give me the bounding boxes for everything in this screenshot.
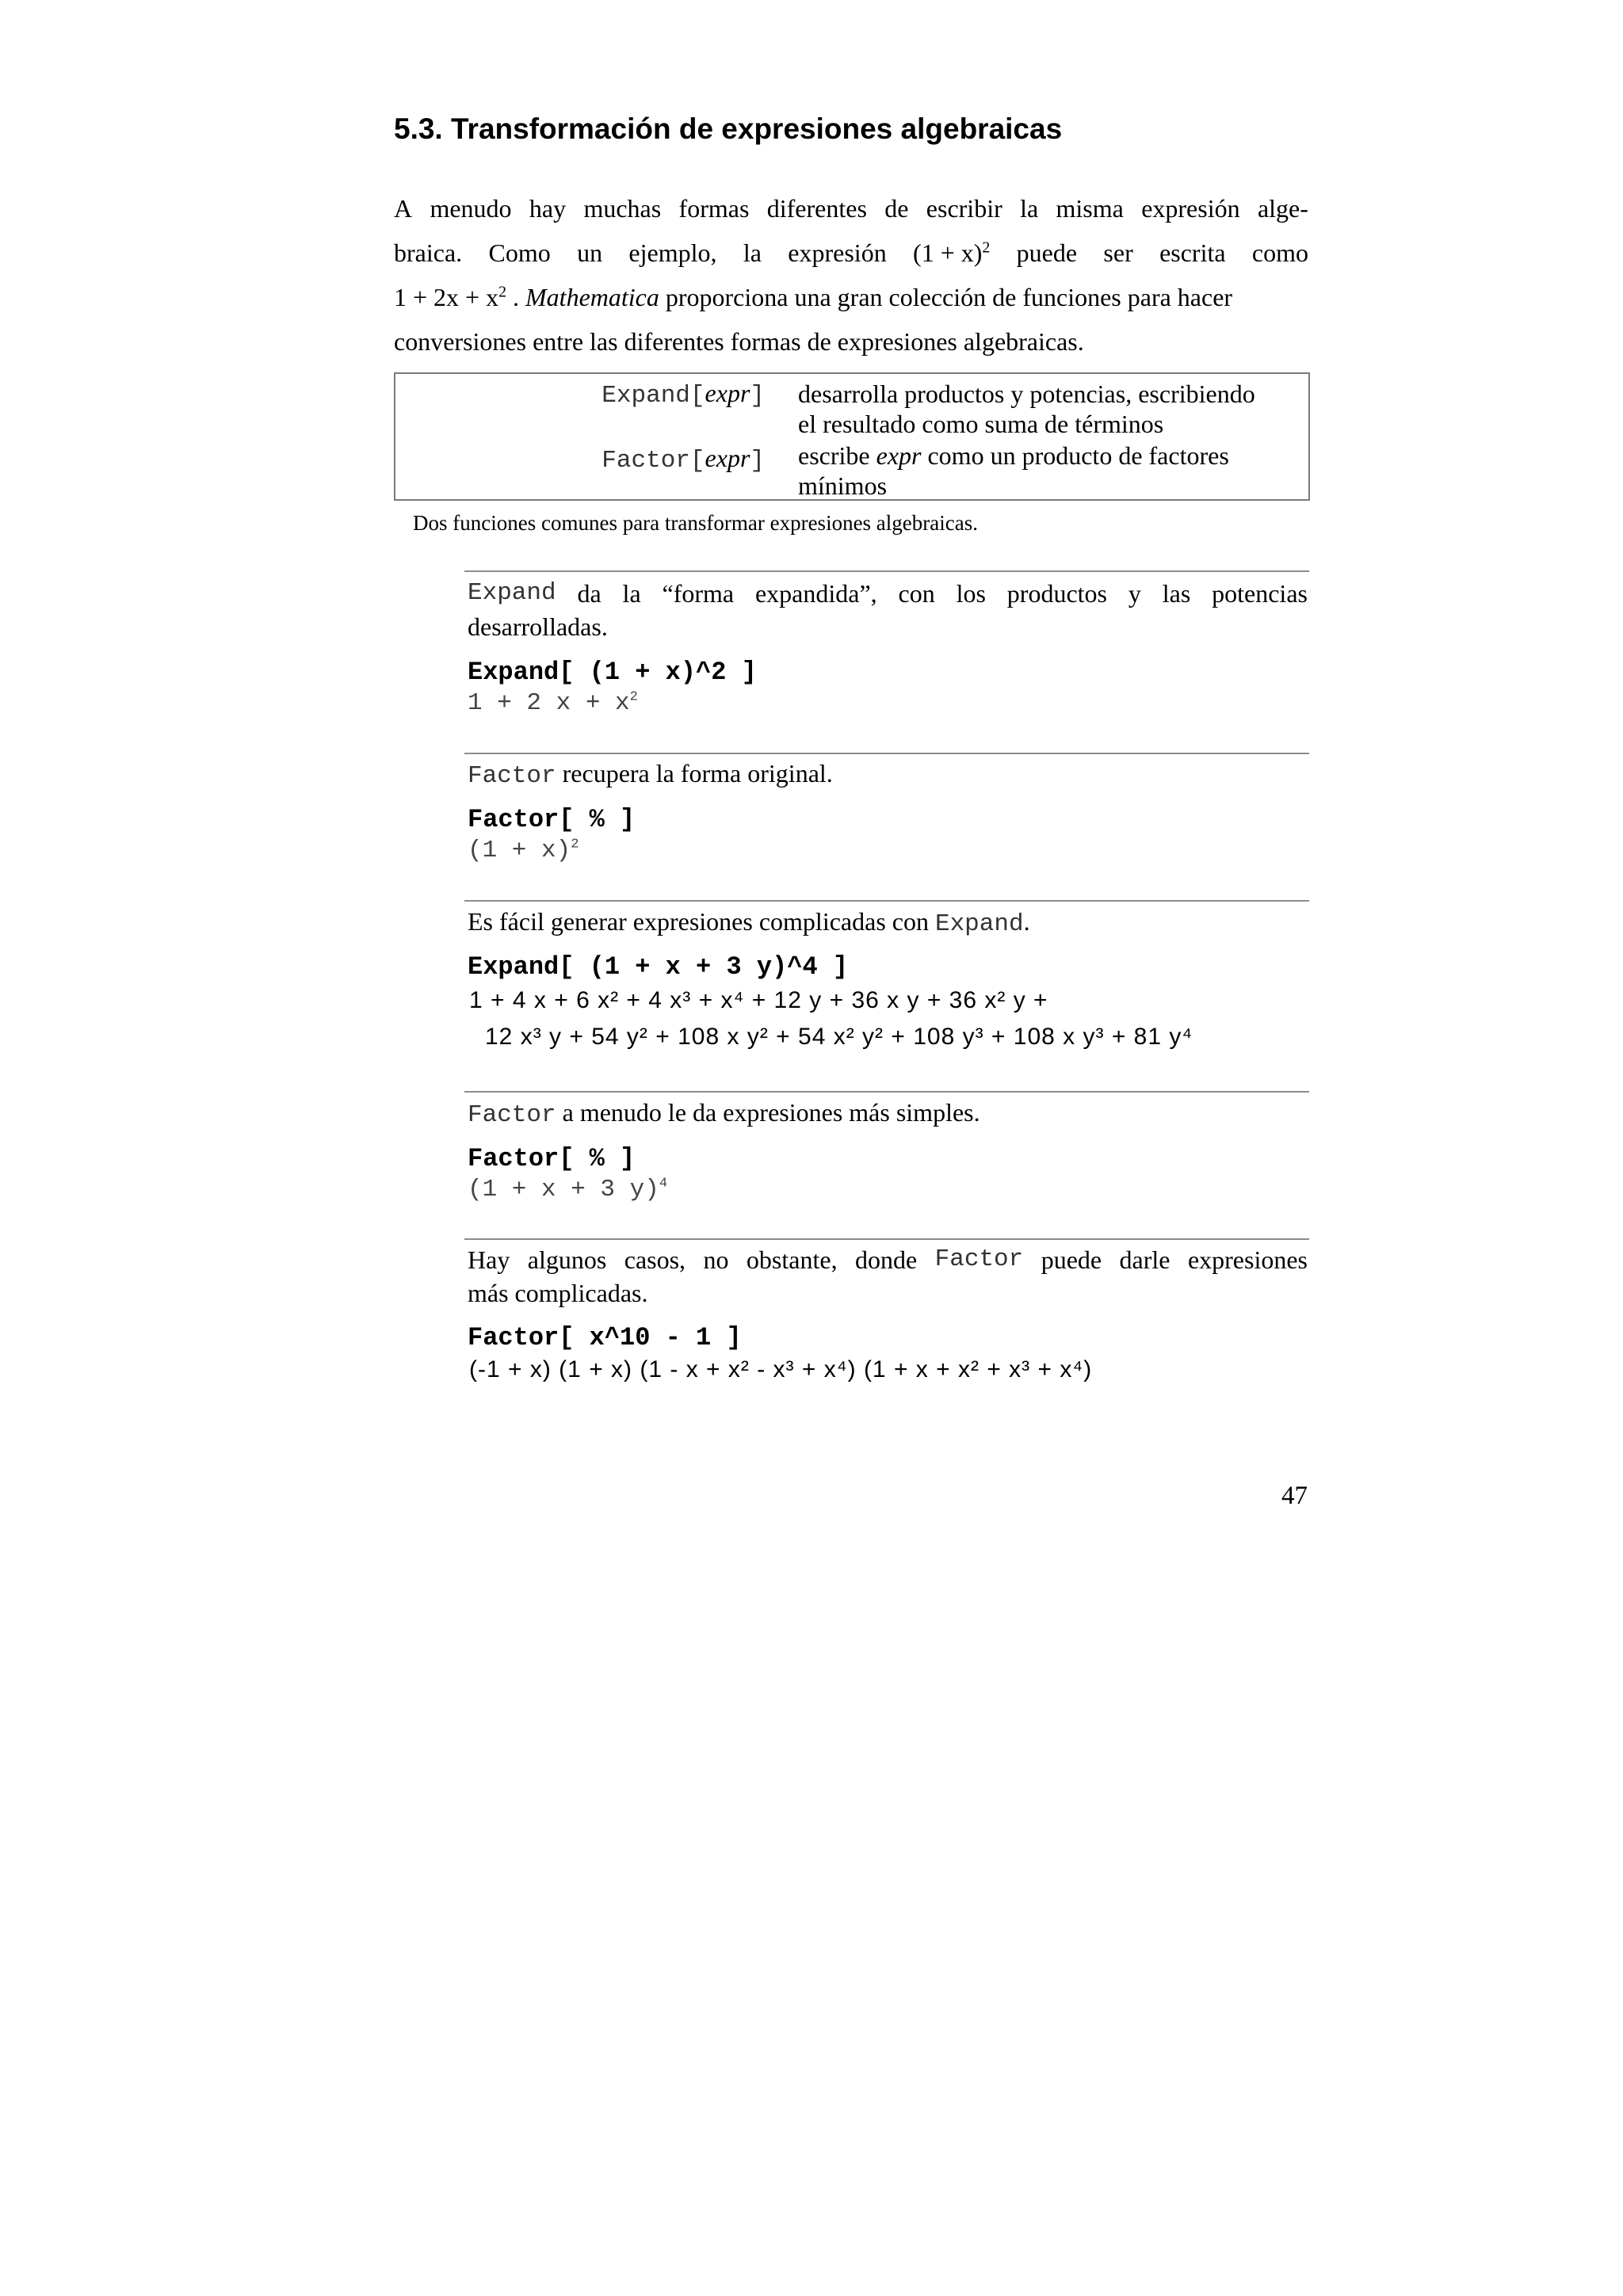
function-signature: Factor[expr] — [601, 444, 765, 475]
intro-line-4: conversiones entre las diferentes formas de expresiones algebraicas. — [394, 327, 1084, 356]
cell-divider — [464, 753, 1309, 754]
inline-math-1-plus-x-squared: $(1 + x)^2$ — [913, 238, 991, 267]
function-description: escribe expr como un producto de factores mínimos — [798, 441, 1229, 500]
table-caption: Dos funciones comunes para transformar expresiones algebraicas. — [413, 511, 978, 535]
output-cell: 1 + 2 $x + x^2$ — [468, 689, 638, 717]
input-cell: Expand[ (1 + x + 3 y)^4 ] — [468, 952, 849, 982]
input-cell: Factor[ % ] — [468, 1144, 636, 1173]
cell-description: Factor a menudo le da expresiones más simples. — [468, 1098, 980, 1129]
intro-paragraph — [394, 186, 1308, 364]
cell-description: Factor recupera la forma original. — [468, 759, 833, 790]
function-description: desarrolla productos y potencias, escribiendo el resultado como suma de términos — [798, 379, 1255, 438]
output-cell: $(1 + x)^2$ — [468, 837, 579, 864]
intro-line-3: $1 + 2x + x^2$ . Mathematica proporciona una gran colección de funciones para hacer — [394, 283, 1233, 311]
cell-divider — [464, 900, 1309, 902]
cell-description: Expand da la “forma expandida”, con los productos y las potencias desarrolladas. — [468, 579, 1308, 641]
output-cell: (1 + x + 3 y)$^4$ — [468, 1176, 668, 1203]
cell-divider — [464, 570, 1309, 572]
intro-line-1: A menudo hay muchas formas diferentes de escribir la misma expresión alge- — [394, 194, 1308, 223]
page-number: 47 — [1281, 1482, 1308, 1510]
function-table — [394, 372, 1310, 501]
cell-description: Hay algunos casos, no obstante, donde Factor puede darle expresiones más complicadas. — [468, 1245, 1308, 1307]
cell-divider — [464, 1091, 1309, 1093]
output-cell: (-1 + x) (1 + x) (1 - x + x² - x³ + x⁴) (1 + x + x² + x³ + x⁴) — [469, 1356, 1093, 1383]
intro-line-2: braica. Como un ejemplo, la expresión $(1 + x)^2$ puede ser escrita como — [394, 231, 1308, 275]
cell-divider — [464, 1238, 1309, 1240]
output-cell-line-1: 1 + 4 x + 6 x² + 4 x³ + x⁴ + 12 y + 36 x y + 36 x² y + — [469, 987, 1048, 1013]
output-cell-line-2: 12 x³ y + 54 y² + 108 x y² + 54 x² y² + 108 y³ + 108 x y³ + 81 y⁴ — [485, 1024, 1193, 1050]
inline-math-expanded: $1 + 2x + x^2$ — [394, 283, 507, 311]
cell-description: Es fácil generar expresiones complicadas con Expand. — [468, 907, 1030, 938]
function-signature: Expand[expr] — [601, 379, 765, 410]
section-heading: 5.3. Transformación de expresiones algebraicas — [394, 113, 1063, 145]
input-cell: Expand[ (1 + x)^2 ] — [468, 658, 757, 687]
input-cell: Factor[ % ] — [468, 805, 636, 834]
input-cell: Factor[ x^10 - 1 ] — [468, 1323, 742, 1352]
mathematica-name: Mathematica — [525, 283, 659, 311]
